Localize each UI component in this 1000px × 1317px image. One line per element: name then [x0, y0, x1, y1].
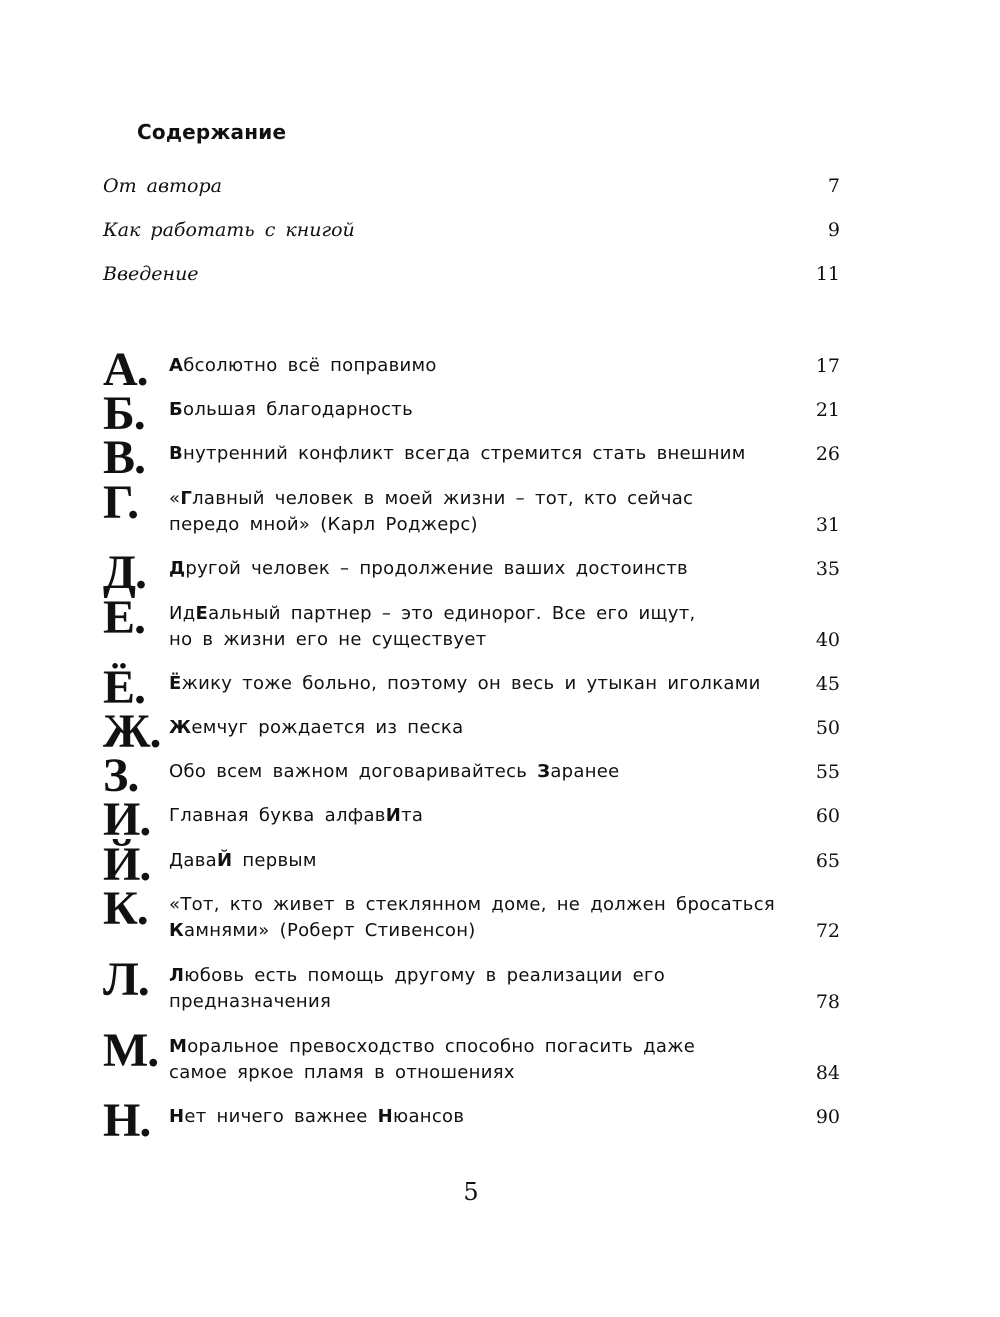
chapter-title-line: «Главный человек в моей жизни – тот, кто сейчас [169, 488, 694, 509]
toc-entry-title: Введение [103, 263, 199, 285]
toc-chapter-entry [103, 838, 840, 891]
chapter-letter: К. [103, 882, 148, 935]
chapter-letter: Г. [103, 476, 139, 529]
chapter-title [169, 671, 789, 697]
chapter-letter: В. [103, 431, 146, 484]
toc-entry-title: Как работать с книгой [103, 219, 355, 241]
toc-page-number: 90 [815, 1106, 840, 1128]
page-number: 5 [463, 1178, 479, 1206]
toc-chapter-entry [103, 431, 840, 484]
toc-chapter-entry [103, 591, 840, 668]
toc-page-number: 7 [827, 175, 840, 197]
chapter-title-line: но в жизни его не существует [169, 629, 487, 650]
chapter-title [169, 601, 789, 653]
chapter-title-line: ДаваЙ первым [169, 850, 317, 871]
toc-page-number: 72 [815, 920, 840, 942]
chapter-title [169, 892, 789, 944]
toc-chapter-entry [103, 546, 840, 599]
chapter-letter: Ё. [103, 661, 146, 714]
chapter-title-line: предназначения [169, 991, 332, 1012]
chapter-letter: Б. [103, 387, 145, 440]
chapter-letter: И. [103, 793, 151, 846]
chapter-title [169, 441, 789, 467]
toc-page-number: 45 [815, 673, 840, 695]
chapter-letter: Д. [103, 546, 147, 599]
chapter-title [169, 963, 789, 1015]
toc-page-number: 31 [815, 514, 840, 536]
chapter-title-line: Нет ничего важнее Нюансов [169, 1106, 465, 1127]
chapter-letter: Н. [103, 1094, 151, 1147]
toc-page-number: 17 [815, 355, 840, 377]
chapter-title-line: Большая благодарность [169, 399, 413, 420]
chapter-title-line: Любовь есть помощь другому в реализации его [169, 965, 666, 986]
toc-page-number: 35 [815, 558, 840, 580]
chapter-letter: Л. [103, 953, 149, 1006]
toc-page-number: 50 [815, 717, 840, 739]
toc-heading: Содержание [137, 120, 287, 144]
toc-chapter-entry [103, 749, 840, 802]
toc-page-number: 11 [815, 263, 840, 285]
chapter-letter: Е. [103, 591, 146, 644]
chapter-title-line: Ёжику тоже больно, поэтому он весь и утыкан иголками [169, 673, 761, 694]
toc-page-number: 21 [815, 399, 840, 421]
chapter-letter: М. [103, 1024, 159, 1077]
toc-page-number: 78 [815, 991, 840, 1013]
toc-page-number: 65 [815, 850, 840, 872]
toc-intro-entry [103, 219, 840, 249]
chapter-letter: А. [103, 343, 148, 396]
chapter-title-line: Камнями» (Роберт Стивенсон) [169, 920, 476, 941]
toc-entry-title: От автора [103, 175, 222, 197]
toc-chapter-entry [103, 705, 840, 758]
chapter-title-line: Главная буква алфавИта [169, 805, 424, 826]
toc-chapter-entry [103, 387, 840, 440]
chapter-title [169, 556, 789, 582]
toc-page-number: 9 [827, 219, 840, 241]
toc-chapter-entry [103, 793, 840, 846]
toc-intro-entry [103, 175, 840, 205]
toc-chapter-entry [103, 882, 840, 959]
chapter-title-line: Абсолютно всё поправимо [169, 355, 437, 376]
chapter-letter: З. [103, 749, 139, 802]
chapter-title-line: передо мной» (Карл Роджерс) [169, 514, 478, 535]
chapter-title-line: Моральное превосходство способно погасить даже [169, 1036, 696, 1057]
chapter-title [169, 1104, 789, 1130]
chapter-title-line: ИдЕальный партнер – это единорог. Все его ищут, [169, 603, 696, 624]
chapter-title-line: Жемчуг рождается из песка [169, 717, 464, 738]
toc-page-number: 60 [815, 805, 840, 827]
chapter-title-line: самое яркое пламя в отношениях [169, 1062, 515, 1083]
chapter-title-line: Обо всем важном договаривайтесь Заранее [169, 761, 620, 782]
chapter-title [169, 848, 789, 874]
toc-page-number: 55 [815, 761, 840, 783]
chapter-title-line: Другой человек – продолжение ваших достоинств [169, 558, 688, 579]
chapter-title [169, 486, 789, 538]
toc-chapter-entry [103, 476, 840, 553]
toc-intro-entry [103, 263, 840, 293]
toc-page-number: 40 [815, 629, 840, 651]
toc-chapter-entry [103, 953, 840, 1030]
toc-chapter-entry [103, 343, 840, 396]
chapter-title [169, 759, 789, 785]
chapter-letter: Й. [103, 838, 151, 891]
toc-page-number: 84 [815, 1062, 840, 1084]
chapter-title-line: «Тот, кто живет в стеклянном доме, не должен бросаться [169, 894, 776, 915]
chapter-letter: Ж. [103, 705, 161, 758]
chapter-title [169, 715, 789, 741]
chapter-title [169, 353, 789, 379]
toc-chapter-entry [103, 1024, 840, 1101]
chapter-title-line: Внутренний конфликт всегда стремится стать внешним [169, 443, 746, 464]
chapter-title [169, 1034, 789, 1086]
chapter-title [169, 803, 789, 829]
chapter-title [169, 397, 789, 423]
toc-chapter-entry [103, 661, 840, 714]
toc-page-number: 26 [815, 443, 840, 465]
toc-chapter-entry [103, 1094, 840, 1147]
